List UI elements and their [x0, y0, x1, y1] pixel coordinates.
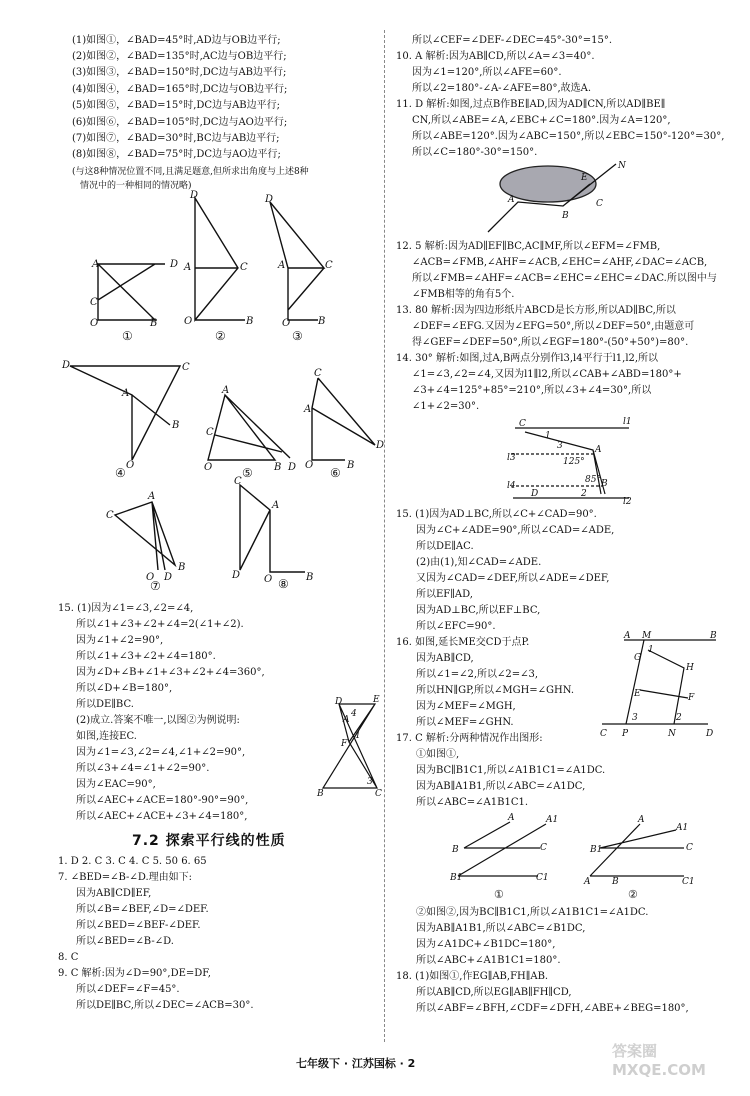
answer-line: 因为AB∥CD∥EF,	[76, 888, 152, 899]
q15-line: 如图,连接EC.	[76, 731, 137, 742]
point-label-d: D	[376, 440, 385, 451]
note-line: (与这8种情况位置不同,且满足题意,但所求出角度与上述8种	[72, 167, 309, 177]
point-label-c: C	[240, 262, 248, 273]
answer-line: 14. 30° 解析:如图,过A,B两点分别作l3,l4平行于l1,l2,所以	[396, 353, 659, 364]
point-label-b: B	[172, 420, 180, 431]
case-line: (6)如图⑥，∠BAD=105°时,DC边与AO边平行;	[72, 117, 288, 128]
q15-line: 所以∠1+∠3+∠2+∠4=2(∠1+∠2).	[76, 619, 244, 630]
point-label-d: D	[62, 360, 71, 371]
svg-text:3: 3	[632, 713, 638, 723]
svg-text:3: 3	[367, 777, 373, 787]
svg-text:C: C	[596, 199, 603, 209]
svg-text:G: G	[634, 653, 642, 663]
svg-text:A1: A1	[546, 815, 559, 825]
svg-text:B: B	[562, 211, 569, 221]
q15r-line: 所以DE∥AC.	[416, 541, 474, 552]
answer-line: 所以∠C=180°-30°=150°.	[412, 147, 538, 158]
point-label-a: A	[148, 491, 156, 502]
figure-label: ②	[628, 888, 638, 901]
svg-text:1: 1	[648, 645, 654, 655]
svg-text:A: A	[584, 877, 591, 887]
q16-line: 所以HN∥GP,所以∠MGH=∠GHN.	[416, 685, 575, 696]
svg-text:E: E	[634, 689, 641, 699]
figure-label: ②	[215, 329, 226, 343]
triangle-figures	[60, 190, 390, 590]
q15-line: 因为∠1=∠3,∠2=∠4,∠1+∠2=90°,	[76, 747, 246, 758]
svg-text:B: B	[601, 479, 608, 489]
svg-text:2: 2	[676, 713, 682, 723]
figure-8-lines	[240, 485, 305, 572]
q17-line: 因为BC∥B1C1,所以∠A1B1C1=∠A1DC.	[416, 765, 606, 776]
case-line: (2)如图②，∠BAD=135°时,AC边与OB边平行;	[72, 51, 287, 62]
answer-line: 所以∠BED=∠B-∠D.	[76, 936, 174, 947]
answer-line: 得∠GEF=∠DEF=50°,所以∠EGF=180°-(50°+50°)=80°.	[412, 337, 689, 348]
point-label-b: B	[274, 462, 282, 473]
figure-label: ⑧	[278, 577, 289, 590]
svg-text:A: A	[595, 445, 602, 455]
point-label-a: A	[272, 500, 280, 511]
q16-line: 因为AB∥CD,	[416, 653, 474, 664]
svg-text:B: B	[612, 877, 619, 887]
q15-line: 所以DE∥BC.	[76, 699, 134, 710]
point-label-o: O	[282, 318, 291, 329]
svg-text:B: B	[710, 631, 717, 641]
point-label-b: B	[306, 572, 314, 583]
answer-line: ∠3+∠4=125°+85°=210°,所以∠3+∠4=30°,所以	[412, 385, 652, 396]
q15-figure	[315, 692, 383, 797]
answer-line: 所以∠ABE=120°.因为∠ABC=150°,所以∠EBC=150°-120°=30°,	[412, 131, 725, 142]
figure-2-lines	[195, 198, 245, 320]
answer-line: 所以∠B=∠BEF,∠D=∠DEF.	[76, 904, 209, 915]
svg-text:A: A	[638, 815, 645, 825]
svg-text:A: A	[343, 715, 350, 725]
svg-text:B1: B1	[590, 845, 603, 855]
answer-line: 8. C	[58, 952, 79, 963]
q16-line: 因为∠MEF=∠MGH,	[416, 701, 516, 712]
point-label-a: A	[304, 404, 312, 415]
svg-text:E: E	[581, 173, 588, 183]
answer-line: 所以∠CEF=∠DEF-∠DEC=45°-30°=15°.	[412, 35, 613, 46]
answer-line: ∠FMB相等的角有5个.	[412, 289, 515, 300]
figure-4-lines	[70, 366, 180, 460]
svg-text:2: 2	[581, 489, 587, 499]
q15-line: (2)成立.答案不唯一,以图②为例说明:	[76, 715, 240, 726]
q17-line: 因为AB∥A1B1,所以∠ABC=∠B1DC,	[416, 923, 586, 934]
answer-line: 10. A 解析:因为AB∥CD,所以∠A=∠3=40°.	[396, 51, 595, 62]
page-footer: 七年级下 · 江苏国标 · 2	[296, 1057, 416, 1070]
point-label-a: A	[122, 388, 130, 399]
point-label-b: B	[150, 318, 158, 329]
svg-text:125°: 125°	[563, 457, 585, 467]
svg-text:C: C	[540, 843, 547, 853]
svg-text:N: N	[618, 161, 626, 171]
svg-text:D: D	[706, 729, 714, 738]
q15r-line: 又因为∠CAD=∠DEF,所以∠ADE=∠DEF,	[416, 573, 610, 584]
svg-text:l3: l3	[507, 453, 516, 463]
q17-line: ②如图②,因为BC∥B1C1,所以∠A1B1C1=∠A1DC.	[416, 907, 649, 918]
point-label-d: D	[265, 194, 274, 205]
answer-line: 9. C 解析:因为∠D=90°,DE=DF,	[58, 968, 211, 979]
q18-line: 所以∠ABF=∠BFH,∠CDF=∠DFH,∠ABE+∠BEG=180°,	[416, 1003, 689, 1014]
answer-line: 所以∠DEF=∠F=45°.	[76, 984, 180, 995]
figure-7-lines	[115, 502, 175, 570]
point-label-a: A	[222, 385, 230, 396]
q17-line: 因为AB∥A1B1,所以∠ABC=∠A1DC,	[416, 781, 586, 792]
figure-label: ③	[292, 329, 303, 343]
figure-label: ⑦	[150, 579, 161, 590]
point-label-b: B	[318, 316, 326, 327]
point-label-c: C	[325, 260, 333, 271]
svg-text:C1: C1	[682, 877, 695, 887]
svg-text:F: F	[341, 739, 348, 749]
svg-text:1: 1	[545, 431, 551, 441]
q16-figure	[598, 628, 723, 738]
figure-1-lines	[98, 264, 165, 320]
q16-line: 所以∠1=∠2,所以∠2=∠3,	[416, 669, 539, 680]
q15r-line: 所以∠EFC=90°.	[416, 621, 496, 632]
q15-line: 因为∠1+∠2=90°,	[76, 635, 164, 646]
q14-figure	[505, 414, 635, 506]
point-label-c: C	[90, 297, 98, 308]
q15-line: 所以∠1+∠3+∠2+∠4=180°.	[76, 651, 216, 662]
q15-line: 所以∠AEC+∠ACE+∠3+∠4=180°,	[76, 811, 248, 822]
q18-line: 18. (1)如图①,作EG∥AB,FH∥AB.	[396, 971, 549, 982]
svg-text:E: E	[373, 695, 380, 705]
figure-label: ④	[115, 466, 126, 480]
answer-line: ∠ACB=∠FMB,∠AHF=∠ACB,∠EHC=∠AHF,∠DAC=∠ACB,	[412, 257, 708, 268]
svg-text:A: A	[624, 631, 631, 641]
q16-line: 16. 如图,延长ME交CD于点P.	[396, 637, 530, 648]
point-label-a: A	[92, 259, 100, 270]
point-label-c: C	[234, 476, 242, 487]
point-label-d: D	[232, 570, 241, 581]
svg-text:l4: l4	[507, 481, 516, 491]
q17-line: 因为∠A1DC+∠B1DC=180°,	[416, 939, 556, 950]
svg-text:N: N	[668, 729, 676, 738]
q15-line: 因为∠D+∠B+∠1+∠3+∠2+∠4=360°,	[76, 667, 265, 678]
section-title: 7.2 探索平行线的性质	[132, 833, 286, 849]
q15r-line: 因为AD⊥BC,所以EF⊥BC,	[416, 605, 541, 616]
figure-label: ①	[494, 888, 504, 901]
q11-figure	[478, 158, 643, 238]
answer-line: 7. ∠BED=∠B-∠D.理由如下:	[58, 872, 193, 883]
svg-text:B: B	[317, 789, 324, 797]
q17-line: ①如图①,	[416, 749, 460, 760]
point-label-c: C	[182, 362, 190, 373]
point-label-c: C	[206, 427, 214, 438]
svg-text:C: C	[375, 789, 382, 797]
svg-text:1: 1	[355, 731, 361, 741]
svg-text:C: C	[600, 729, 607, 738]
q15r-line: 所以EF∥AD,	[416, 589, 473, 600]
svg-text:4: 4	[351, 709, 357, 719]
point-label-o: O	[126, 460, 135, 471]
svg-text:3: 3	[557, 441, 563, 451]
answer-line: 13. 80 解析:因为四边形纸片ABCD是长方形,所以AD∥BC,所以	[396, 305, 676, 316]
q17-line: 17. C 解析:分两种情况作出图形:	[396, 733, 543, 744]
svg-text:C: C	[519, 419, 526, 429]
svg-text:P: P	[622, 729, 629, 738]
q15-line: 所以∠D+∠B=180°,	[76, 683, 173, 694]
watermark: 答案圈 MXQE.COM	[612, 1042, 706, 1079]
answer-line: 11. D 解析:如图,过点B作BE∥AD,因为AD∥CN,所以AD∥BE∥	[396, 99, 666, 110]
point-label-d: D	[190, 190, 199, 201]
figure-label: ⑤	[242, 466, 253, 480]
answer-line: 所以∠BED=∠BEF-∠DEF.	[76, 920, 201, 931]
answer-line: 因为∠1=120°,所以∠AFE=60°.	[412, 67, 562, 78]
case-line: (5)如图⑤，∠BAD=15°时,DC边与AB边平行;	[72, 100, 281, 111]
q15r-line: (2)由(1),知∠CAD=∠ADE.	[416, 557, 542, 568]
case-line: (3)如图③，∠BAD=150°时,DC边与AB边平行;	[72, 67, 287, 78]
answer-line: 所以∠FMB=∠AHF=∠ACB=∠EHC=∠EHC=∠DAC.所以图中与	[412, 273, 717, 284]
answer-line: 1. D 2. C 3. C 4. C 5. 50 6. 65	[58, 856, 207, 867]
q17-line: 所以∠ABC+∠A1B1C1=180°.	[416, 955, 561, 966]
point-label-a: A	[184, 262, 192, 273]
q15-line: 所以∠AEC+∠ACE=180°-90°=90°,	[76, 795, 249, 806]
svg-text:F: F	[688, 693, 695, 703]
q17-line: 所以∠ABC=∠A1B1C1.	[416, 797, 529, 808]
point-label-b: B	[178, 562, 186, 573]
point-label-d: D	[288, 462, 297, 473]
svg-text:A1: A1	[676, 823, 689, 833]
svg-text:l2: l2	[623, 497, 632, 506]
svg-text:l1: l1	[623, 417, 632, 427]
case-line: (7)如图⑦，∠BAD=30°时,BC边与AB边平行;	[72, 133, 280, 144]
point-label-o: O	[264, 574, 273, 585]
answer-line: 所以DE∥BC,所以∠DEC=∠ACB=30°.	[76, 1000, 254, 1011]
q15-line: 所以∠3+∠4=∠1+∠2=90°.	[76, 763, 210, 774]
figure-label: ⑥	[330, 466, 341, 480]
answer-line: 所以∠2=180°-∠A-∠AFE=80°,故选A.	[412, 83, 592, 94]
svg-text:B1: B1	[450, 873, 463, 883]
svg-text:M: M	[642, 631, 652, 641]
answer-line: ∠1=∠3,∠2=∠4,又因为l1∥l2,所以∠CAB+∠ABD=180°+	[412, 369, 682, 380]
answer-line: ∠DEF=∠EFG.又因为∠EFG=50°,所以∠DEF=50°,由题意可	[412, 321, 695, 332]
svg-text:A: A	[508, 195, 515, 205]
point-label-d: D	[170, 259, 179, 270]
point-label-o: O	[184, 316, 193, 327]
svg-text:C: C	[686, 843, 693, 853]
point-label-o: O	[204, 462, 213, 473]
svg-text:D: D	[531, 489, 539, 499]
q15r-line: 15. (1)因为AD⊥BC,所以∠C+∠CAD=90°.	[396, 509, 597, 520]
q15-line: 15. (1)因为∠1=∠3,∠2=∠4,	[58, 603, 194, 614]
point-label-d: D	[164, 572, 173, 583]
q16-line: 所以∠MEF=∠GHN.	[416, 717, 514, 728]
answer-line: 12. 5 解析:因为AD∥EF∥BC,AC∥MF,所以∠EFM=∠FMB,	[396, 241, 661, 252]
point-label-b: B	[246, 316, 254, 327]
point-label-b: B	[347, 460, 355, 471]
svg-text:D: D	[335, 697, 343, 707]
figure-label: ①	[122, 329, 133, 343]
point-label-o: O	[146, 572, 155, 583]
svg-text:C1: C1	[536, 873, 549, 883]
point-label-c: C	[314, 368, 322, 379]
svg-text:B: B	[452, 845, 459, 855]
figure-6-lines	[312, 378, 375, 460]
q17-figures	[450, 808, 700, 903]
note-line: 情况中的一种相同的情况略)	[80, 181, 192, 191]
answer-line: ∠1+∠2=30°.	[412, 401, 480, 412]
svg-text:H: H	[686, 663, 694, 673]
case-line: (8)如图⑧，∠BAD=75°时,DC边与AO边平行;	[72, 149, 281, 160]
point-label-o: O	[90, 318, 99, 329]
point-label-a: A	[278, 260, 286, 271]
q18-line: 所以AB∥CD,所以EG∥AB∥FH∥CD,	[416, 987, 572, 998]
svg-text:A: A	[508, 813, 515, 823]
answer-line: CN,所以∠ABE=∠A,∠EBC+∠C=180°.因为∠A=120°,	[412, 115, 671, 126]
case-line: (4)如图④，∠BAD=165°时,DC边与OB边平行;	[72, 84, 288, 95]
figure-5-lines	[208, 395, 290, 460]
point-label-c: C	[106, 510, 114, 521]
point-label-o: O	[305, 460, 314, 471]
q15-line: 因为∠EAC=90°,	[76, 779, 156, 790]
q15r-line: 因为∠C+∠ADE=90°,所以∠CAD=∠ADE,	[416, 525, 615, 536]
case-line: (1)如图①，∠BAD=45°时,AD边与OB边平行;	[72, 35, 281, 46]
svg-text:85°: 85°	[585, 475, 601, 485]
